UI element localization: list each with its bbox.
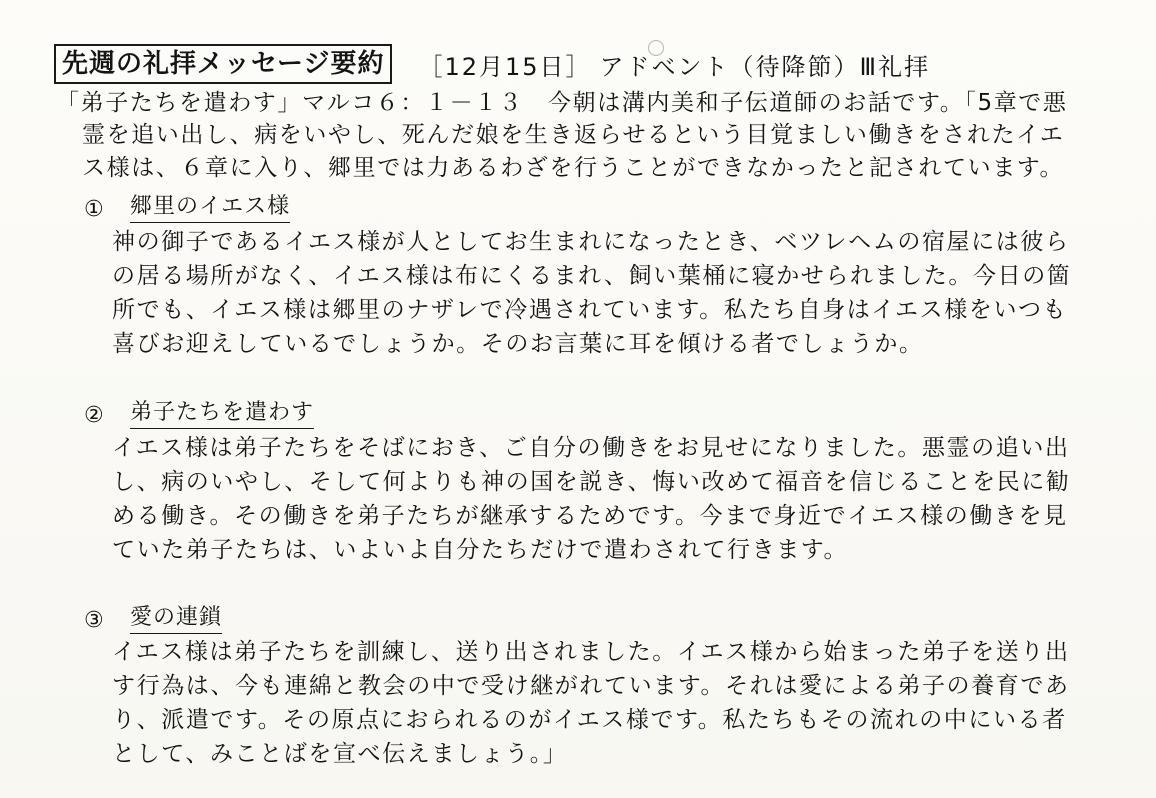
- section-1-number: ①: [84, 196, 104, 222]
- section-2-heading: [84, 402, 314, 429]
- section-2-title: 弟子たちを遣わす: [130, 402, 314, 429]
- service-season: アドベント（待降節）Ⅲ礼拝: [599, 52, 931, 81]
- section-3-line-1: イエス様は弟子たちを訓練し、送り出されました。イエス様から始まった弟子を送り出: [112, 639, 1070, 665]
- section-2-line-1: イエス様は弟子たちをそばにおき、ご自分の働きをお見せになりました。悪霊の追い出: [112, 435, 1070, 461]
- section-1-title: 郷里のイエス様: [130, 196, 290, 223]
- document-header: [54, 43, 930, 85]
- section-2-line-4: ていた弟子たちは、いよいよ自分たちだけで遣わされて行きます。: [112, 537, 849, 563]
- intro-line-3: ス様は、６章に入り、郷里では力あるわざを行うことができなかったと記されています。: [82, 155, 1065, 181]
- boxed-heading: 先週の礼拝メッセージ要約: [54, 44, 392, 84]
- intro-line-2: 霊を追い出し、病をいやし、死んだ娘を生き返らせるという目覚ましい働きをされたイエ: [82, 122, 1065, 148]
- section-2-line-2: し、病のいやし、そして何よりも神の国を説き、悔い改めて福音を信じることを民に勧: [112, 469, 1071, 495]
- section-1-heading: [84, 196, 290, 223]
- section-1-line-1: 神の御子であるイエス様が人としてお生まれになったとき、ベツレヘムの宿屋には彼ら: [112, 229, 1070, 255]
- section-3-title: 愛の連鎖: [130, 607, 222, 634]
- section-2-line-3: める働き。その働きを弟子たちが継承するためです。今まで身近でイエス様の働きを見: [112, 503, 1068, 529]
- section-3-number: ③: [84, 607, 104, 633]
- section-3-line-4: として、みことばを宣べ伝えましょう。」: [112, 741, 568, 767]
- service-date: ［12月15日］: [418, 52, 592, 81]
- section-3-line-3: り、派遣です。その原点におられるのがイエス様です。私たちもその流れの中にいる者: [112, 707, 1067, 733]
- section-2-number: ②: [84, 402, 104, 428]
- section-3-heading: [84, 607, 222, 634]
- section-1-line-2: の居る場所がなく、イエス様は布にくるまれ、飼い葉桶に寝かせられました。今日の箇: [112, 263, 1072, 289]
- intro-line-1: 「弟子たちを遣わす」マルコ６：１－１３ 今朝は溝内美和子伝道師のお話です。「5章で悪: [56, 90, 1068, 116]
- section-3-line-2: す行為は、今も連綿と教会の中で受け継がれています。それは愛による弟子の養育であ: [112, 673, 1070, 699]
- section-1-line-3: 所でも、イエス様は郷里のナザレで冷遇されています。私たち自身はイエス様をいつも: [112, 297, 1068, 323]
- section-1-line-4: 喜びお迎えしているでしょうか。そのお言葉に耳を傾ける者でしょうか。: [112, 331, 924, 357]
